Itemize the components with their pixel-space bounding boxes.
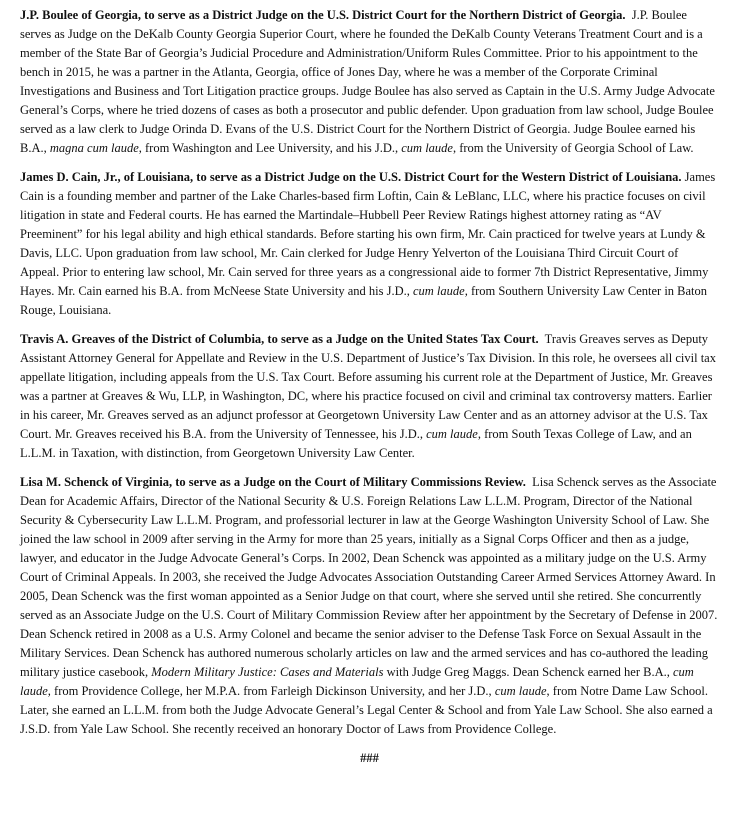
nominee-bio-text: , from Notre Dame Law School. Later, she earned an L.L.M. from both the Judge Advocate General’s Legal Center & School and from Yale Law School. She also earned a J.S.D. from Yale Law School. She recently received an honorary Doctor of Laws from Providence College. bbox=[20, 684, 713, 736]
nominee-entry-schenck bbox=[20, 473, 719, 739]
honors-text: cum laude bbox=[401, 141, 453, 155]
nominee-bio-text: from Providence College, her M.P.A. from Farleigh Dickinson University, and her J.D., bbox=[50, 684, 495, 698]
nominee-bio-text: Travis Greaves serves as Deputy Assistant Attorney General for Appellate and Review in the U.S. Department of Justice’s Tax Division. In this role, he oversees all civil tax appellate litigation, including appeals from the U.S. Tax Court. Before assuming his current role at the Department of Justice, Mr. Greaves was a partner at Greaves & Wu, LLP, in Washington, DC, where his practice focused on civil and criminal tax controversy matters. Earlier in his career, Mr. Greaves served as an adjunct professor at Georgetown University Law Center and as an attorney advisor at the U.S. Tax Court. Mr. Greaves received his B.A. from the University of Tennessee, his J.D., bbox=[20, 332, 716, 441]
nominee-bio-text: with Judge Greg Maggs. Dean Schenck earned her B.A., bbox=[383, 665, 673, 679]
nominee-bio-text: , from Washington and Lee University, and his J.D., bbox=[138, 141, 402, 155]
nominee-bio-text: , from the University of Georgia School of Law. bbox=[452, 141, 694, 155]
book-title-text: Modern Military Justice: Cases and Materials bbox=[151, 665, 384, 679]
nominee-heading: J.P. Boulee of Georgia, to serve as a District Judge on the U.S. District Court for the Northern District of Georgia. bbox=[20, 8, 626, 22]
nominee-entry-greaves bbox=[20, 330, 719, 463]
honors-text: cum laude, bbox=[412, 284, 468, 298]
honors-text: cum laude bbox=[494, 684, 547, 698]
nominee-bio-text: Lisa Schenck serves as the Associate Dean for Academic Affairs, Director of the National Security & U.S. Foreign Relations Law L.L.M. Program, Director of the National Security & Cybersecurity Law L.L.M. Program, and professorial lecturer in law at the George Washington University School of Law. She joined the law school in 2009 after serving in the Army for more than 25 years, initially as a Signal Corps Officer and then as a judge, lawyer, and educator in the Judge Advocate General’s Corps. In 2002, Dean Schenck was appointed as a military judge on the U.S. Army Court of Criminal Appeals. In 2003, she received the Judge Advocates Association Outstanding Career Armed Services Attorney Award. In 2005, Dean Schenck was the first woman appointed as a Senior Judge on that court, where she served until she retired. She concurrently served as an Associate Judge on the U.S. Court of Military Commission Review after her appointment by the Secretary of Defense in 2007. Dean Schenck retired in 2008 as a U.S. Army Colonel and became the senior adviser to the Defense Task Force on Sexual Assault in the Military Services. Dean Schenck has authored numerous scholarly articles on law and the armed services and has co-authored the leading military justice casebook, bbox=[20, 475, 718, 679]
honors-text: magna cum laude bbox=[49, 141, 139, 155]
honors-text: cum laude, bbox=[20, 665, 694, 698]
nominee-bio-text: J.P. Boulee serves as Judge on the DeKalb County Georgia Superior Court, where he founded the DeKalb County Veterans Treatment Court and is a member of the State Bar of Georgia’s Judicial Procedure and Administration/Uniform Rules Committee. Prior to his appointment to the bench in 2015, he was a partner in the Atlanta, Georgia, office of Jones Day, where he was a member of the Corporate Criminal Investigations and Business and Tort Litigation practice groups. Judge Boulee has also served as Captain in the U.S. Army Judge Advocate General’s Corps, where he tried dozens of cases as both a prosecutor and public defender. Upon graduation from law school, Judge Boulee served as a law clerk to Judge Orinda D. Evans of the U.S. District Court for the Northern District of Georgia. Judge Boulee earned his B.A., bbox=[20, 8, 715, 155]
nominee-heading: Travis A. Greaves of the District of Columbia, to serve as a Judge on the United States Tax Court. bbox=[20, 332, 539, 346]
nominee-heading: Lisa M. Schenck of Virginia, to serve as a Judge on the Court of Military Commissions Review. bbox=[20, 475, 526, 489]
nominee-bio-text: from Southern University Law Center in Baton Rouge, Louisiana. bbox=[20, 284, 708, 317]
end-of-release-mark: ### bbox=[360, 751, 379, 765]
nominee-bio-text: James Cain is a founding member and partner of the Lake Charles-based firm Loftin, Cain & LeBlanc, LLC, where his practice focuses on civil litigation in state and Federal courts. He has earned the Martindale–Hubbell Peer Review Ratings highest attorney rating as “AV Preeminent” for his legal ability and high ethical standards. Before starting his own firm, Mr. Cain practiced for twelve years at Lundy & Davis, LLC. Upon graduation from law school, Mr. Cain clerked for Judge Henry Yelverton of the Louisiana Third Circuit Court of Appeal. Prior to entering law school, Mr. Cain served for three years as a congressional aide to former 7th District Representative, Jimmy Hayes. Mr. Cain earned his B.A. from McNeese State University and his J.D., bbox=[20, 170, 716, 298]
nominee-entry-cain bbox=[20, 168, 719, 320]
honors-text: cum laude bbox=[426, 427, 478, 441]
nominee-heading: James D. Cain, Jr., of Louisiana, to serve as a District Judge on the U.S. District Court for the Western District of Louisiana. bbox=[20, 170, 682, 184]
nominee-entry-boulee bbox=[20, 6, 719, 158]
nominee-bio-text: , from South Texas College of Law, and an L.L.M. in Taxation, with distinction, from Georgetown University Law Center. bbox=[20, 427, 692, 460]
